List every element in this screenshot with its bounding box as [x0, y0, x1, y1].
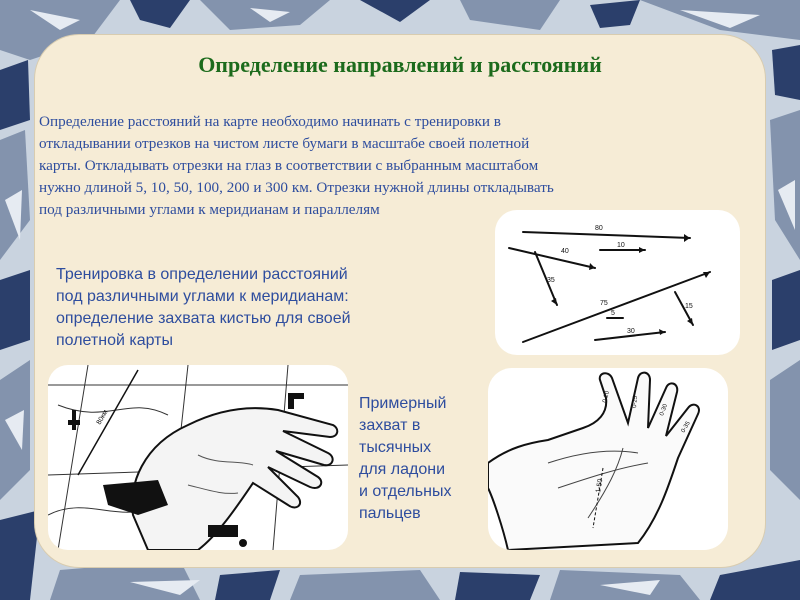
- body-paragraph: [39, 111, 729, 221]
- caption-line: определение захвата кистью для своей: [56, 310, 351, 327]
- segment-label: 40: [561, 248, 569, 255]
- paragraph-line: Определение расстояний на карте необходимо начинать с тренировки в: [39, 113, 501, 130]
- segment-label: 15: [685, 303, 693, 310]
- caption-line: полетной карты: [56, 332, 173, 349]
- hand-on-map-figure: [48, 365, 348, 550]
- caption-line: захват в: [359, 417, 421, 434]
- segment-label: 10: [617, 242, 625, 249]
- segments-figure: [495, 210, 740, 355]
- caption-line: Тренировка в определении расстояний: [56, 266, 348, 283]
- segment-label: 30: [627, 328, 635, 335]
- paragraph-line: карты. Откладывать отрезки на глаз в соответствии с выбранным масштабом: [39, 157, 539, 174]
- palm-label: 0-30: [659, 403, 669, 417]
- segment-label: 5: [611, 310, 615, 317]
- segment-label: 35: [547, 277, 555, 284]
- segment-label: 75: [600, 300, 608, 307]
- map-scale-label: 80км: [95, 408, 110, 426]
- caption-line: Примерный: [359, 395, 447, 412]
- palm-label: 0-20: [602, 390, 612, 404]
- palm-label: 0-25: [632, 395, 640, 409]
- paragraph-line: откладывании отрезков на чистом листе бумаги в масштабе своей полетной: [39, 135, 530, 152]
- caption-line: и отдельных: [359, 483, 452, 500]
- palm-label: 0-35: [680, 420, 692, 434]
- slide-title: Определение направлений и расстояний: [198, 52, 602, 77]
- caption-line: пальцев: [359, 505, 421, 522]
- palm-figure: [488, 368, 728, 550]
- caption-line: под различными углами к меридианам:: [56, 288, 349, 305]
- segment-label: 80: [595, 225, 603, 232]
- caption-line: для ладони: [359, 461, 446, 478]
- paragraph-line: под различными углами к меридианам и параллелям: [39, 201, 380, 218]
- right-caption: [359, 393, 489, 525]
- caption-line: тысячных: [359, 439, 432, 456]
- palm-label: 1-50: [595, 478, 605, 494]
- paragraph-line: нужно длиной 5, 10, 50, 100, 200 и 300 км. Отрезки нужной длины откладывать: [39, 179, 554, 196]
- left-caption: [56, 264, 436, 352]
